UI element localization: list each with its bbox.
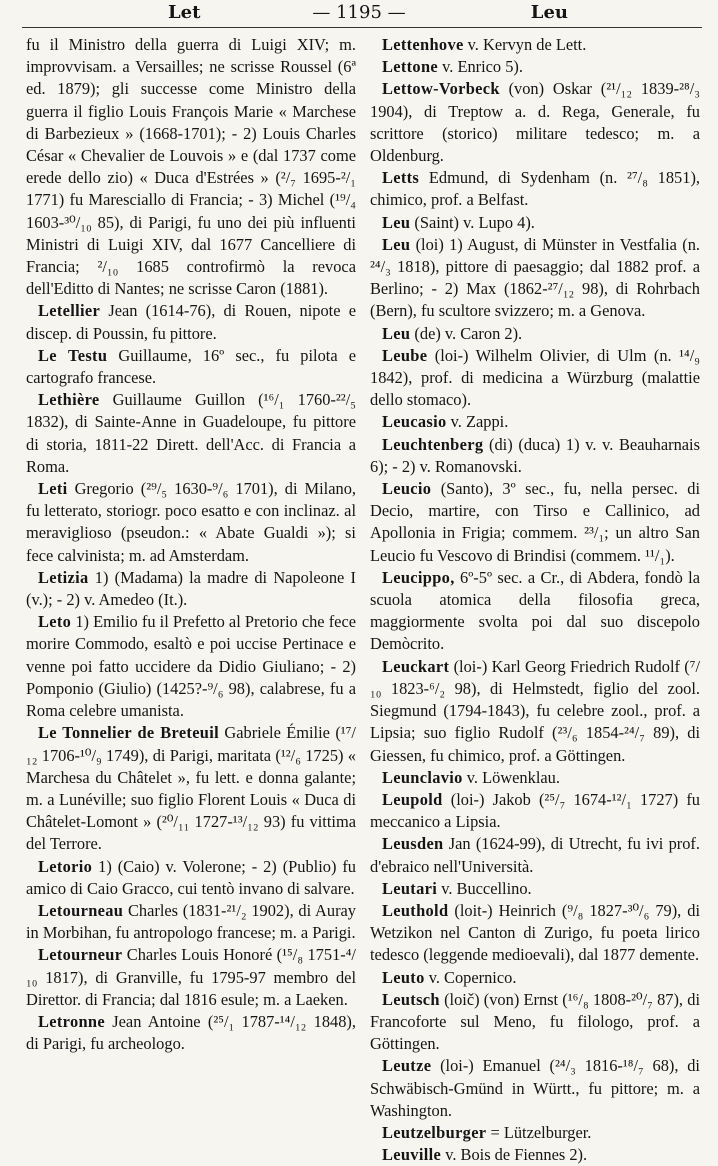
entry (26, 389, 356, 478)
entry (370, 212, 700, 234)
entry (26, 1011, 356, 1055)
entry (26, 856, 356, 900)
entry-text: (loit-) Heinrich (⁹/₈ 1827-³⁰/₆ 79), di Wetzikon nel Canton di Zurigo, fu poeta lirico tedesco (leggende medioevali), dal 1877 demente. (370, 900, 700, 965)
entry-text: 1) Emilio fu il Prefetto al Pretorio che fece morire Commodo, esaltò e poi uccise Pertinace e venne poi fatto uccidere da Didio Giuliano; - 2) Pomponio (Giulio) (1425?-⁹/₆ 98), calabrese, fu a Roma celebre umanista. (26, 612, 356, 721)
entry (370, 967, 700, 989)
entry (370, 411, 700, 433)
entry (370, 900, 700, 967)
entry (370, 78, 700, 167)
entry-headword: Lettone (382, 57, 439, 77)
entry-text: Jean (1614-76), di Rouen, nipote e discep. di Poussin, fu pittore. (26, 301, 356, 343)
entry (370, 656, 700, 767)
entry-text: (loi-) Jakob (²⁵/₇ 1674-¹²/₁ 1727) fu meccanico a Lipsia. (370, 789, 700, 832)
entry (370, 567, 700, 656)
entry-headword: Leuto (382, 967, 425, 987)
entry-headword: Leu (382, 212, 411, 232)
entry (370, 34, 700, 56)
entry-text: Jan (1624-99), di Utrecht, fu ivi prof. d'ebraico nell'Università. (370, 834, 700, 876)
entry-headword: Letourneau (38, 900, 124, 920)
entry-headword: Lettow-Vorbeck (382, 79, 500, 99)
entry-text: Gregorio (²⁹/₅ 1630-⁹/₆ 1701), di Milano, fu letterato, storiogr. poco esatto e con inclinaz. al meraviglioso (pseudon.: « Abate Gualdi »); si fece calvinista; m. ad Amsterdam. (26, 479, 356, 565)
header-left-guide-word: Let (168, 2, 201, 23)
left-column (26, 34, 356, 1055)
entry-text: Charles (1831-²¹/₂ 1902), di Auray in Morbihan, fu antropologo francese; m. a Parigi. (26, 900, 356, 943)
entry-text: (loi-) Karl Georg Friedrich Rudolf (⁷/₁₀ 1823-⁶/₂ 98), di Helmstedt, figlio del zool. Siegmund (1794-1843), fu celebre zool., prof. a Lipsia; suo figlio Rudolf (²³/₆ 1854-²⁴/₇ 89), di Giessen, fu chimico, prof. a Göttingen. (370, 656, 700, 765)
entry (370, 234, 700, 323)
entry-text: = Lützelburger. (486, 1122, 592, 1142)
entry-text: (loi-) Emanuel (²⁴/₃ 1816-¹⁸/₇ 68), di Schwäbisch-Gmünd in Württ., fu pittore; m. a Washington. (370, 1056, 700, 1120)
entry-text: v. Löwenklau. (462, 767, 560, 787)
entry (370, 989, 700, 1056)
entry-headword: Leu (382, 323, 411, 343)
entry-headword: Letts (382, 168, 420, 188)
entry-text: (loi-) Wilhelm Olivier, di Ulm (n. ¹⁴/₉ 1842), prof. di medicina a Würzburg (malattie dello stomaco). (370, 345, 700, 410)
entry-text: (loi) 1) August, di Münster in Vestfalia (n. ²⁴/₃ 1818), pittore di paesaggio; dal 1882 prof. a Berlino; - 2) Max (1862-²⁷/₁₂ 98), di Rohrbach (Bern), fu scultore svizzero; m. a Genova. (370, 234, 700, 321)
entry-text: 6º-5º sec. a Cr., di Abdera, fondò la scuola atomica della filosofia greca, maggiormente svolta poi dal suo discepolo Demòcrito. (370, 567, 700, 654)
entry (26, 34, 356, 300)
entry-headword: Leunclavio (382, 767, 463, 787)
entry-headword: Leupold (382, 789, 443, 809)
entry (370, 56, 700, 78)
entry-text: v. Kervyn de Lett. (463, 35, 587, 54)
entry-headword: Leucasio (382, 412, 447, 432)
entry-text: Guillaume Guillon (¹⁶/₁ 1760-²²/₅ 1832), di Sainte-Anne in Guadeloupe, fu pittore di storia, 1811-22 Dirett. dell'Acc. di Francia a Roma. (26, 390, 356, 476)
entry-headword: Leti (38, 479, 68, 499)
entry-headword: Leuchtenberg (382, 434, 484, 454)
entry-headword: Letizia (38, 567, 89, 587)
entry (370, 323, 700, 345)
entry (26, 722, 356, 855)
entry-text: (di) (duca) 1) v. v. Beauharnais 6); - 2) v. Romanovski. (370, 434, 700, 476)
entry-headword: Leto (38, 612, 72, 632)
entry-headword: Letellier (38, 301, 101, 321)
entry-headword: Lethière (38, 390, 100, 410)
entry-text: Gabriele Émilie (¹⁷/₁₂ 1706-¹⁰/₉ 1749), di Parigi, maritata (¹²/₆ 1725) « Marchesa du Châtelet », fu lett. e donna galante; m. a Lunéville; suo figlio Florent Louis « Duca di Châtelet-Lomont » (²⁰/₁₁ 1727-¹³/₁₂ 93) fu vittima del Terrore. (26, 723, 356, 854)
entry-text: v. Zappi. (446, 412, 509, 432)
entry-text: (Santo), 3º sec., fu, nella persec. di Decio, martire, con Tirso e Callinico, ad Apollonia in Frigia; commem. ²³/₁; un altro San Leucio fu Vescovo di Brindisi (commem. ¹¹/₁). (370, 479, 700, 565)
entry-text: (de) v. Caron 2). (410, 323, 523, 343)
entry-headword: Letronne (38, 1011, 105, 1031)
entry-text: Jean Antoine (²⁵/₁ 1787-¹⁴/₁₂ 1848), di Parigi, fu archeologo. (26, 1011, 356, 1054)
entry (370, 833, 700, 877)
entry (26, 567, 356, 611)
entry-headword: Leuville (382, 1145, 442, 1165)
entry-headword: Leube (382, 345, 428, 365)
entry-text: Charles Louis Honoré (¹⁵/₈ 1751-⁴/₁₀ 1817), di Granville, fu 1795-97 membro del Direttor. di Francia; dal 1816 esule; m. a Laeken. (26, 945, 356, 1009)
entry-headword: Lettenhove (382, 35, 464, 54)
entry-headword: Leutsch (382, 989, 440, 1009)
entry-headword: Leu (382, 234, 411, 254)
entry-text: (loič) (von) Ernst (¹⁶/₈ 1808-²⁰/₇ 87), di Francoforte sul Meno, fu filologo, prof. a Göttingen. (370, 989, 700, 1054)
entry-headword: Le Tonnelier de Breteuil (38, 723, 220, 743)
entry (26, 611, 356, 722)
entry-text: (Saint) v. Lupo 4). (410, 212, 535, 232)
entry-headword: Leusden (382, 834, 444, 854)
entry-headword: Leutze (382, 1056, 432, 1076)
entry (370, 767, 700, 789)
entry-headword: Leutzelburger (382, 1122, 487, 1142)
entry-text: v. Buccellino. (437, 878, 532, 898)
right-column (370, 34, 700, 1166)
entry-headword: Leuckart (382, 656, 450, 676)
entry (370, 1122, 700, 1144)
entry (370, 167, 700, 211)
entry (26, 900, 356, 944)
header-rule (22, 27, 702, 28)
entry-headword: Letourneur (38, 945, 123, 965)
entry (370, 434, 700, 478)
entry (26, 944, 356, 1011)
entry-headword: Leucio (382, 479, 432, 499)
entry-text: fu il Ministro della guerra di Luigi XIV; m. improvvisam. a Versailles; ne scrisse Roussel (6ª ed. 1879); gli successe come Ministro della guerra il figlio Louis François Marie « Marchese di Barbezieux » (1668-1701); - 2) Louis Charles César « Chevalier de Louvois » e (dal 1737 come erede dello zio) « Duca d'Estrées » (²/₇ 1695-²/₁ 1771) fu Maresciallo di Francia; - 3) Michel (¹⁹/₄ 1603-³⁰/₁₀ 85), di Parigi, fu uno dei più influenti Ministri di Luigi XIV, dal 1677 Cancelliere di Francia; ²/₁₀ 1685 controfirmò la revoca dell'Editto di Nantes; ne scrisse Caron (1881). (26, 35, 356, 299)
entry-text: Guillaume, 16º sec., fu pilota e cartografo francese. (26, 345, 356, 388)
entry (370, 1144, 700, 1166)
entry-text: v. Copernico. (424, 967, 517, 987)
entry (370, 478, 700, 567)
entry-headword: Leucippo, (382, 567, 455, 587)
entry (370, 789, 700, 833)
entry (370, 345, 700, 412)
entry (26, 300, 356, 344)
page-header (0, 2, 718, 26)
entry-text: (von) Oskar (²¹/₁₂ 1839-²⁸/₃ 1904), di Treptow a. d. Rega, Generale, fu scrittore (storico) militare tedesco; m. a Oldenburg. (370, 79, 700, 166)
entry (26, 345, 356, 389)
entry-text: 1) (Madama) la madre di Napoleone I (v.); - 2) v. Amedeo (It.). (26, 567, 356, 610)
entry-text: Edmund, di Sydenham (n. ²⁷/₈ 1851), chimico, prof. a Belfast. (370, 168, 700, 210)
entry (26, 478, 356, 567)
header-right-guide-word: Leu (530, 2, 568, 23)
entry-headword: Leuthold (382, 900, 449, 920)
entry-text: 1) (Caio) v. Volerone; - 2) (Publio) fu amico di Caio Gracco, cui tentò invano di salvare. (26, 856, 356, 898)
entry-headword: Letorio (38, 856, 93, 876)
entry (370, 878, 700, 900)
entry-headword: Le Testu (38, 345, 108, 365)
entry-text: v. Bois de Fiennes 2). (441, 1145, 588, 1165)
entry (370, 1055, 700, 1122)
entry-text: v. Enrico 5). (438, 57, 523, 77)
entry-headword: Leutari (382, 878, 438, 898)
page-number: — 1195 — (312, 2, 406, 23)
